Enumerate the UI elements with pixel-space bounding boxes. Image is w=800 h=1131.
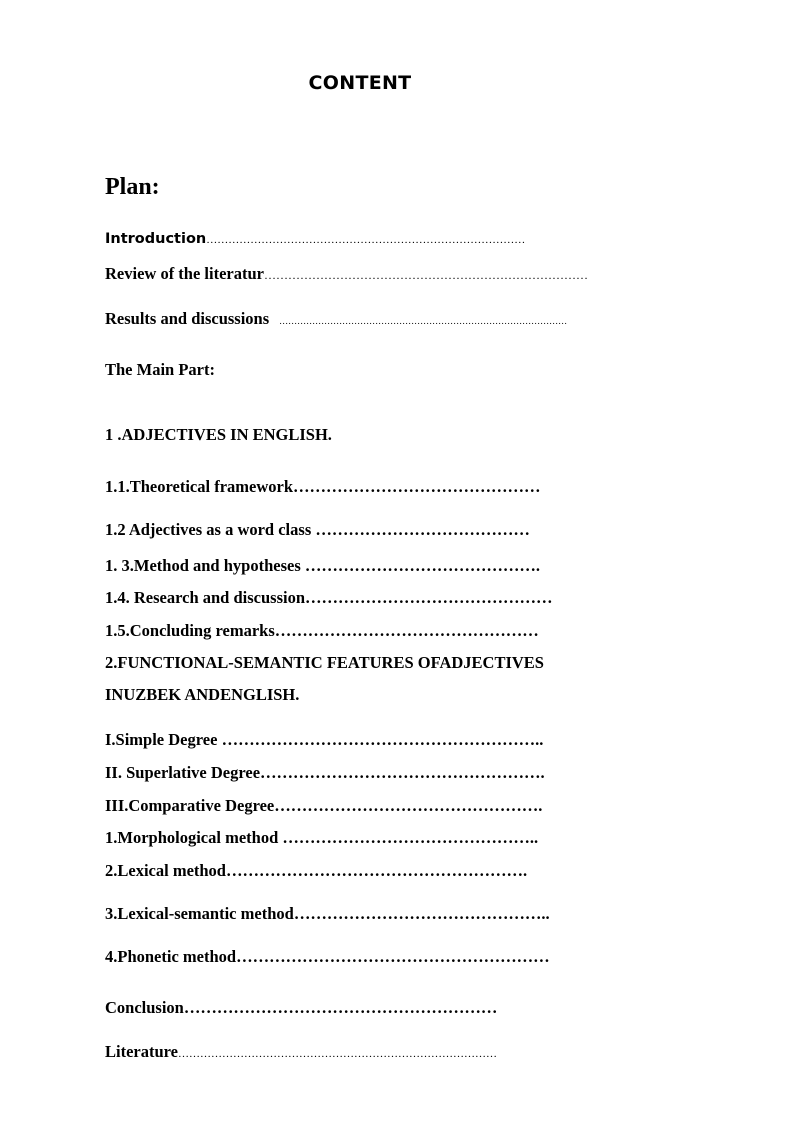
toc-lexical-method: [105, 861, 527, 881]
toc-dots: …………………………………: [315, 520, 530, 539]
toc-main-part: The Main Part:: [105, 360, 215, 379]
toc-label: 1.5.Concluding remarks: [105, 621, 275, 640]
toc-literature: [105, 1042, 497, 1062]
toc-dots: ………………………………………….: [274, 796, 543, 815]
toc-dots: …………………………………….: [304, 556, 540, 575]
toc-simple-degree: [105, 730, 543, 750]
toc-label: Introduction: [105, 231, 207, 247]
toc-dots: ………………………………………………………………………: [263, 268, 588, 282]
toc-section-1-2: [105, 520, 530, 540]
toc-section-1-1: [105, 477, 541, 497]
toc-label: II. Superlative Degree: [105, 763, 261, 782]
toc-section-1-3: [105, 556, 540, 576]
toc-conclusion: [105, 998, 497, 1018]
toc-section-1-4: [105, 588, 553, 608]
toc-label: 1.1.Theoretical framework: [105, 477, 294, 496]
toc-dots: ………………………………………..: [293, 904, 550, 923]
toc-dots: …………………………………………………: [183, 998, 498, 1017]
toc-label: Conclusion: [105, 998, 184, 1017]
toc-results: [105, 309, 567, 329]
toc-dots: ……………………………………………….: [226, 861, 528, 880]
toc-dots: …………………………………………………: [236, 947, 550, 966]
toc-dots: ……………………………………………………………………………: [178, 1048, 498, 1060]
toc-label: Literature: [105, 1042, 179, 1061]
page-title: CONTENT: [308, 72, 412, 94]
toc-dots: ……………………………………………………………………………………: [279, 316, 568, 326]
toc-chapter-2-line-1: 2.FUNCTIONAL-SEMANTIC FEATURES OFADJECTIVES: [105, 653, 544, 672]
toc-label: I.Simple Degree: [105, 730, 222, 749]
toc-phonetic-method: [105, 947, 550, 967]
toc-review: [105, 264, 588, 284]
toc-label: 1. 3.Method and hypotheses: [105, 556, 305, 575]
toc-label: 1.Morphological method: [105, 828, 283, 847]
toc-dots: ………………………………………..: [282, 828, 539, 847]
toc-dots: ……………………………………………………………………………: [206, 234, 526, 246]
toc-label: 1.4. Research and discussion: [105, 588, 306, 607]
toc-label: Review of the literatur: [105, 264, 264, 283]
toc-label: 2.Lexical method: [105, 861, 226, 880]
toc-dots: ………………………………………: [293, 477, 541, 496]
toc-chapter-2-line-2: INUZBEK ANDENGLISH.: [105, 685, 300, 704]
plan-heading: Plan:: [105, 174, 160, 200]
toc-section-1-5: [105, 621, 539, 641]
toc-lexical-semantic-method: [105, 904, 550, 924]
toc-dots: …………………………………………………..: [221, 730, 544, 749]
toc-dots: …………………………………………….: [260, 763, 545, 782]
toc-morphological-method: [105, 828, 538, 848]
toc-superlative-degree: [105, 763, 545, 783]
toc-introduction: [105, 228, 525, 248]
toc-dots: …………………………………………: [274, 621, 539, 640]
toc-label: Results and discussions: [105, 309, 270, 328]
toc-label: 3.Lexical-semantic method: [105, 904, 294, 923]
toc-dots: ………………………………………: [305, 588, 553, 607]
toc-comparative-degree: [105, 796, 542, 816]
toc-chapter-1: 1 .ADJECTIVES IN ENGLISH.: [105, 425, 332, 444]
toc-label: 1.2 Adjectives as a word class: [105, 520, 316, 539]
toc-label: 4.Phonetic method: [105, 947, 237, 966]
toc-label: III.Comparative Degree: [105, 796, 275, 815]
